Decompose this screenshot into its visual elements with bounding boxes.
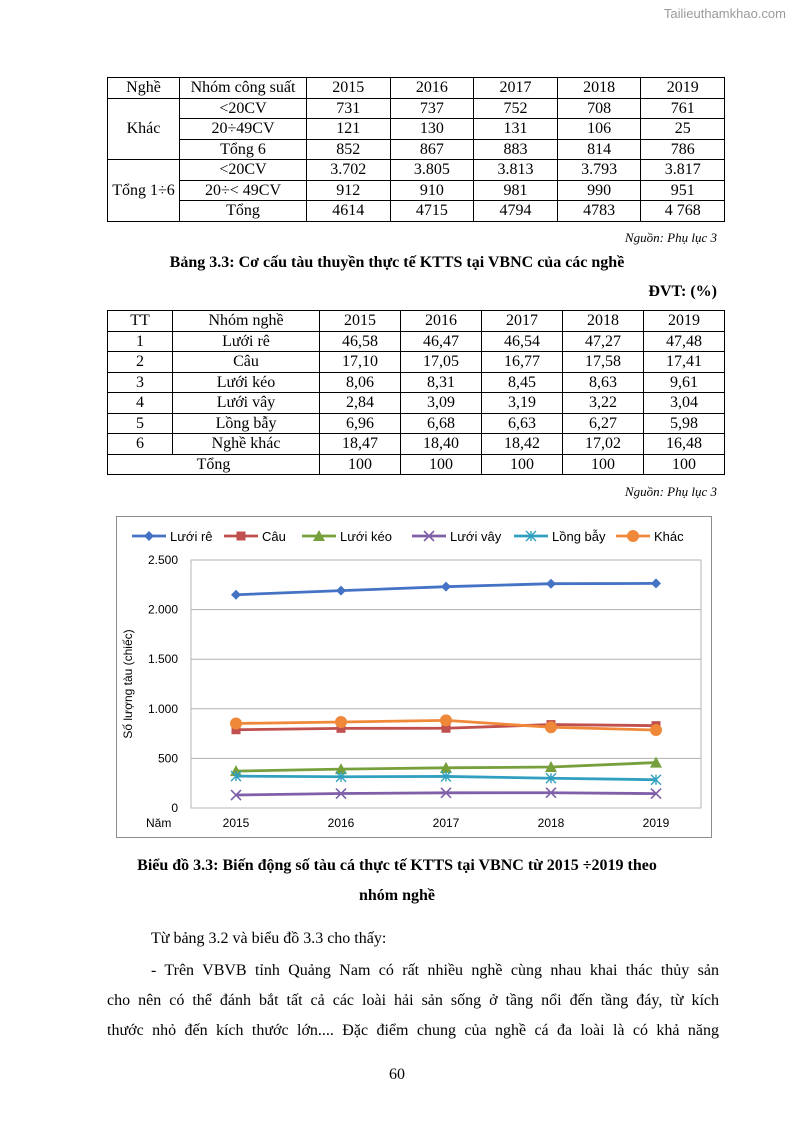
cell: 3.793 xyxy=(557,160,641,181)
data-point-marker xyxy=(627,530,639,542)
cell: 17,58 xyxy=(563,352,644,373)
cell: 3.702 xyxy=(307,160,391,181)
table-header-cell: 2019 xyxy=(644,311,725,332)
table-header-cell: Nhóm công suất xyxy=(180,78,307,99)
cell: 106 xyxy=(557,119,641,140)
table-row xyxy=(108,201,725,222)
cell: 4794 xyxy=(474,201,558,222)
cell: 100 xyxy=(401,454,482,475)
cell: 910 xyxy=(390,180,474,201)
table2-source: Nguồn: Phụ lục 3 xyxy=(624,484,717,499)
cell: 731 xyxy=(307,98,391,119)
cell: 6,68 xyxy=(401,413,482,434)
cell: 130 xyxy=(390,119,474,140)
y-tick-label: 1.000 xyxy=(147,701,178,716)
cell: 8,06 xyxy=(320,372,401,393)
row-label: Lồng bẫy xyxy=(173,413,320,434)
table-row xyxy=(108,180,725,201)
cell: 981 xyxy=(474,180,558,201)
y-tick-label: 0 xyxy=(171,801,178,815)
cell: 100 xyxy=(563,454,644,475)
cell: 867 xyxy=(390,139,474,160)
cell: 100 xyxy=(644,454,725,475)
legend-label: Câu xyxy=(262,529,286,544)
table-header-cell: Nhóm nghề xyxy=(173,311,320,332)
row-label: Tổng xyxy=(180,201,307,222)
data-point-marker xyxy=(545,721,557,733)
page-number: 60 xyxy=(389,1066,405,1083)
cell: 100 xyxy=(482,454,563,475)
cell: 951 xyxy=(641,180,725,201)
row-index: 5 xyxy=(108,413,173,434)
cell: 18,47 xyxy=(320,434,401,455)
table-header-cell: 2016 xyxy=(390,78,474,99)
row-label: Câu xyxy=(173,352,320,373)
paragraph-2-line2: cho nên có thể đánh bắt tất cả các loài hải sản sống ở tầng nổi đến tầng đáy, từ kích xyxy=(107,992,719,1009)
table-row xyxy=(108,434,725,455)
row-label: <20CV xyxy=(180,98,307,119)
cell: 25 xyxy=(641,119,725,140)
cell: 990 xyxy=(557,180,641,201)
table-header-cell: TT xyxy=(108,311,173,332)
data-point-marker xyxy=(237,532,246,541)
x-tick-label: 2019 xyxy=(642,816,670,830)
cell: 8,63 xyxy=(563,372,644,393)
x-axis-label: Năm xyxy=(146,816,172,830)
cell: 46,58 xyxy=(320,331,401,352)
table-header-cell: Nghề xyxy=(108,78,180,99)
cell: 752 xyxy=(474,98,558,119)
cell: 6,63 xyxy=(482,413,563,434)
cell: 6,96 xyxy=(320,413,401,434)
table2-unit: ĐVT: (%) xyxy=(648,283,717,300)
row-index: 6 xyxy=(108,434,173,455)
cell: 131 xyxy=(474,119,558,140)
cell: 3.817 xyxy=(641,160,725,181)
table1-source: Nguồn: Phụ lục 3 xyxy=(624,230,717,245)
group-name-cell: Khác xyxy=(108,98,180,160)
row-label: 20÷49CV xyxy=(180,119,307,140)
x-tick-label: 2016 xyxy=(327,816,355,830)
cell: 3,22 xyxy=(563,393,644,414)
figure-caption-line2: nhóm nghề xyxy=(358,887,436,904)
row-index: 3 xyxy=(108,372,173,393)
table-row xyxy=(108,352,725,373)
table-total-row xyxy=(108,454,725,475)
x-tick-label: 2015 xyxy=(222,816,250,830)
table-header-cell: 2017 xyxy=(474,78,558,99)
table-row xyxy=(108,119,725,140)
cell: 100 xyxy=(320,454,401,475)
table-header-cell: 2015 xyxy=(307,78,391,99)
table-row xyxy=(108,393,725,414)
cell: 4614 xyxy=(307,201,391,222)
table-power-groups xyxy=(107,77,725,222)
x-tick-label: 2018 xyxy=(537,816,565,830)
row-index: 4 xyxy=(108,393,173,414)
data-point-marker xyxy=(335,716,347,728)
cell: 6,27 xyxy=(563,413,644,434)
cell: 17,02 xyxy=(563,434,644,455)
legend-label: Lưới kéo xyxy=(340,529,392,544)
table-row xyxy=(108,413,725,434)
cell: 4 768 xyxy=(641,201,725,222)
y-tick-label: 500 xyxy=(157,751,178,766)
cell: 17,10 xyxy=(320,352,401,373)
row-label: Nghề khác xyxy=(173,434,320,455)
legend-label: Khác xyxy=(654,529,684,544)
row-label: 20÷< 49CV xyxy=(180,180,307,201)
group-name-cell: Tổng 1÷6 xyxy=(108,160,180,222)
y-tick-label: 2.500 xyxy=(147,553,178,567)
legend-label: Lưới rê xyxy=(170,529,213,544)
data-point-marker xyxy=(440,714,452,726)
cell: 3,19 xyxy=(482,393,563,414)
cell: 5,98 xyxy=(644,413,725,434)
table-row xyxy=(108,160,725,181)
cell: 16,77 xyxy=(482,352,563,373)
cell: 121 xyxy=(307,119,391,140)
row-label: Lưới vây xyxy=(173,393,320,414)
cell: 912 xyxy=(307,180,391,201)
cell: 737 xyxy=(390,98,474,119)
paragraph-1: Từ bảng 3.2 và biểu đồ 3.3 cho thấy: xyxy=(151,930,387,947)
table-header-cell: 2017 xyxy=(482,311,563,332)
cell: 16,48 xyxy=(644,434,725,455)
table-header-row xyxy=(108,78,725,99)
cell: 9,61 xyxy=(644,372,725,393)
row-label: Tổng 6 xyxy=(180,139,307,160)
table-header-cell: 2016 xyxy=(401,311,482,332)
cell: 8,31 xyxy=(401,372,482,393)
cell: 17,41 xyxy=(644,352,725,373)
cell: 852 xyxy=(307,139,391,160)
line-chart xyxy=(116,516,712,838)
table-row xyxy=(108,98,725,119)
row-label: Lưới rê xyxy=(173,331,320,352)
cell: 17,05 xyxy=(401,352,482,373)
table-header-row xyxy=(108,311,725,332)
data-point-marker xyxy=(230,717,242,729)
cell: 883 xyxy=(474,139,558,160)
table-row xyxy=(108,139,725,160)
table2-caption: Bảng 3.3: Cơ cấu tàu thuyền thực tế KTTS tại VBNC của các nghề xyxy=(169,254,625,271)
y-tick-label: 2.000 xyxy=(147,602,178,617)
cell: 4783 xyxy=(557,201,641,222)
cell: 18,42 xyxy=(482,434,563,455)
cell: 18,40 xyxy=(401,434,482,455)
cell: 3.805 xyxy=(390,160,474,181)
row-label: Tổng xyxy=(108,454,320,475)
y-tick-label: 1.500 xyxy=(147,652,178,667)
cell: 3,09 xyxy=(401,393,482,414)
paragraph-2-line3: thước nhỏ đến kích thước lớn.... Đặc điểm chung của nghề cá đa loài là có khả năng xyxy=(107,1022,719,1039)
table-header-cell: 2018 xyxy=(557,78,641,99)
cell: 786 xyxy=(641,139,725,160)
cell: 2,84 xyxy=(320,393,401,414)
cell: 4715 xyxy=(390,201,474,222)
cell: 47,27 xyxy=(563,331,644,352)
row-index: 2 xyxy=(108,352,173,373)
legend-label: Lồng bẫy xyxy=(552,529,606,544)
table-header-cell: 2018 xyxy=(563,311,644,332)
row-label: Lưới kéo xyxy=(173,372,320,393)
watermark: Tailieuthamkhao.com xyxy=(663,6,786,21)
y-axis-label: Số lượng tàu (chiếc) xyxy=(121,629,135,739)
cell: 3.813 xyxy=(474,160,558,181)
cell: 708 xyxy=(557,98,641,119)
legend-label: Lưới vây xyxy=(450,529,502,544)
table-row xyxy=(108,372,725,393)
cell: 46,54 xyxy=(482,331,563,352)
paragraph-2-line1: - Trên VBVB tỉnh Quảng Nam có rất nhiều nghề cùng nhau khai thác thủy sản xyxy=(151,962,719,979)
table-header-cell: 2015 xyxy=(320,311,401,332)
row-index: 1 xyxy=(108,331,173,352)
table-structure-percent xyxy=(107,310,725,475)
figure-caption-line1: Biểu đồ 3.3: Biến động số tàu cá thực tế KTTS tại VBNC từ 2015 ÷2019 theo xyxy=(137,857,657,874)
cell: 3,04 xyxy=(644,393,725,414)
row-label: <20CV xyxy=(180,160,307,181)
table-header-cell: 2019 xyxy=(641,78,725,99)
data-point-marker xyxy=(650,724,662,736)
table-row xyxy=(108,331,725,352)
cell: 814 xyxy=(557,139,641,160)
cell: 761 xyxy=(641,98,725,119)
cell: 47,48 xyxy=(644,331,725,352)
cell: 46,47 xyxy=(401,331,482,352)
x-tick-label: 2017 xyxy=(432,816,460,830)
cell: 8,45 xyxy=(482,372,563,393)
